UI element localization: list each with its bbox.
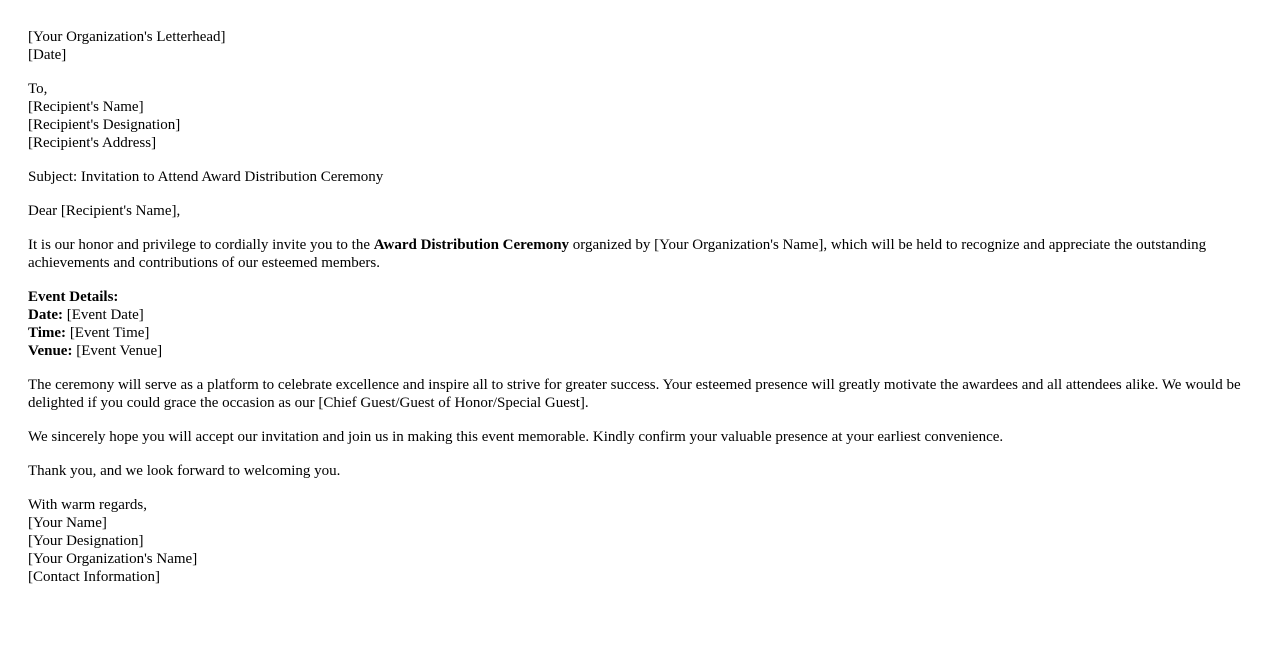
closing-block xyxy=(28,496,1253,586)
event-venue-label: Venue: xyxy=(28,343,73,359)
sender-name: [Your Name] xyxy=(28,515,107,531)
letter xyxy=(28,28,1253,602)
event-time-row xyxy=(28,324,1253,342)
sender-contact: [Contact Information] xyxy=(28,569,161,585)
intro-text-before: It is our honor and privilege to cordially invite you to the xyxy=(28,237,374,253)
event-time-value: [Event Time] xyxy=(66,325,150,341)
body-paragraph-1: The ceremony will serve as a platform to celebrate excellence and inspire all to strive for greater success. Your esteemed presence will greatly motivate the awardees and all attendees alike. We would be delighted if you could grace the occasion as our [Chief Guest/Guest of Honor/Special Guest]. xyxy=(28,377,1241,411)
sender-designation: [Your Designation] xyxy=(28,533,144,549)
intro-paragraph xyxy=(28,236,1253,272)
event-date-value: [Event Date] xyxy=(62,307,144,323)
intro-text-after: organized by [Your Organization's Name], which will be held to recognize and appreciate the outstanding achievements and contributions of our esteemed members. xyxy=(28,237,1207,271)
subject-text: Subject: Invitation to Attend Award Distribution Ceremony xyxy=(28,169,384,185)
sender-organization: [Your Organization's Name] xyxy=(28,551,198,567)
event-venue-value: [Event Venue] xyxy=(72,343,163,359)
subject-line xyxy=(28,168,1253,186)
recipient-address: [Recipient's Address] xyxy=(28,135,157,151)
salutation-text: Dear [Recipient's Name], xyxy=(28,203,181,219)
event-date-row xyxy=(28,306,1253,324)
body-paragraph-2: We sincerely hope you will accept our invitation and join us in making this event memorable. Kindly confirm your valuable presence at your earliest convenience. xyxy=(28,429,1004,445)
closing-regards: With warm regards, xyxy=(28,497,147,513)
body-paragraph-3: Thank you, and we look forward to welcoming you. xyxy=(28,463,341,479)
recipient-to: To, xyxy=(28,81,48,97)
letter-date: [Date] xyxy=(28,47,67,63)
event-details xyxy=(28,288,1253,360)
ceremony-name: Award Distribution Ceremony xyxy=(373,237,570,253)
event-venue-row xyxy=(28,342,1253,360)
letter-header xyxy=(28,28,1253,64)
recipient-name: [Recipient's Name] xyxy=(28,99,144,115)
salutation xyxy=(28,202,1253,220)
letterhead: [Your Organization's Letterhead] xyxy=(28,29,226,45)
event-date-label: Date: xyxy=(28,307,63,323)
event-details-heading xyxy=(28,288,1253,306)
event-time-label: Time: xyxy=(28,325,67,341)
recipient-block xyxy=(28,80,1253,152)
event-details-heading-text: Event Details: xyxy=(28,289,119,305)
recipient-designation: [Recipient's Designation] xyxy=(28,117,181,133)
